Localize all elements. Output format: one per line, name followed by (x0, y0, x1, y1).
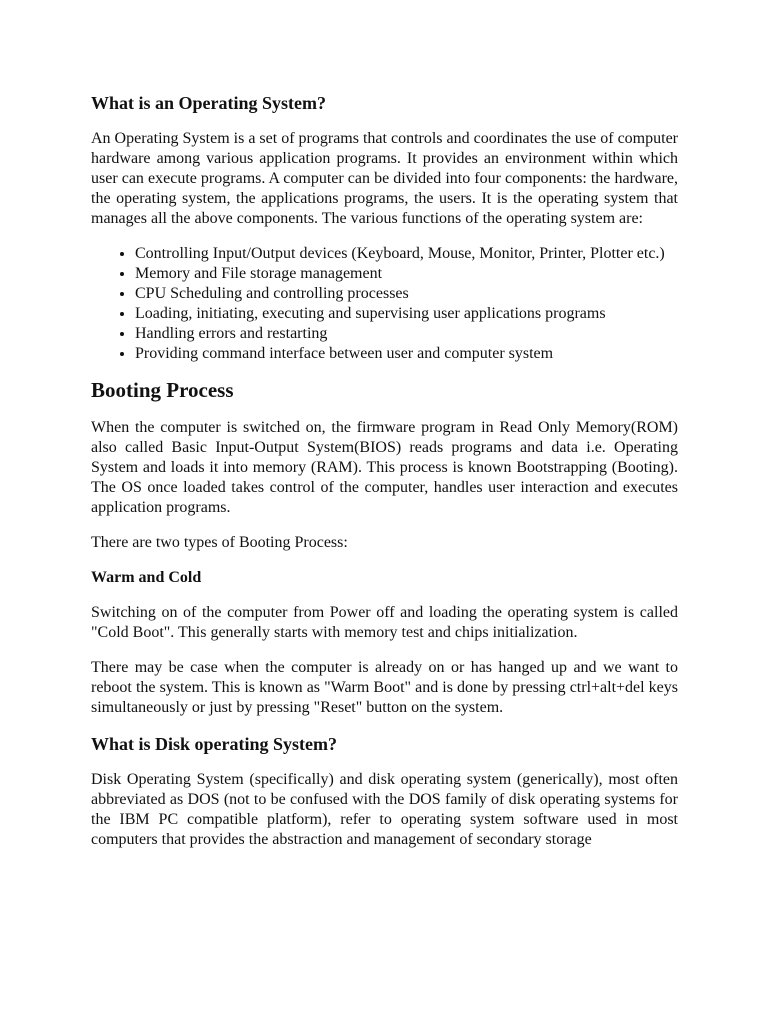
paragraph-warm-boot: There may be case when the computer is already on or has hanged up and we want to reboot the system. This is known as "Warm Boot" and is done by pressing ctrl+alt+del keys simultaneously or just by pressing "Reset" button on the system. (91, 659, 678, 716)
heading-operating-system: What is an Operating System? (91, 93, 327, 113)
heading-disk-operating-system: What is Disk operating System? (91, 734, 338, 754)
paragraph-booting-types: There are two types of Booting Process: (91, 534, 348, 551)
paragraph-os-intro: An Operating System is a set of programs that controls and coordinates the use of computer hardware among various application programs. It provides an environment within which user can execute programs. A computer can be divided into four components: the hardware, the operating system, the applications programs, the users. It is the operating system that manages all the above components. The various functions of the operating system are: (91, 130, 678, 227)
list-item: • Loading, initiating, executing and supervising user applications programs (135, 304, 678, 324)
list-item: • CPU Scheduling and controlling processes (135, 284, 678, 304)
list-item: • Handling errors and restarting (135, 324, 678, 344)
paragraph-dos: Disk Operating System (specifically) and disk operating system (generically), most often abbreviated as DOS (not to be confused with the DOS family of disk operating systems for the IBM PC compatible platform), refer to operating system software used in most computers that provides the abstraction and management of secondary storage (91, 771, 678, 848)
os-functions-list (91, 244, 678, 364)
paragraph-cold-boot: Switching on of the computer from Power off and loading the operating system is called "Cold Boot". This generally starts with memory test and chips initialization. (91, 604, 678, 641)
list-item: • Memory and File storage management (135, 264, 678, 284)
paragraph-booting-intro: When the computer is switched on, the firmware program in Read Only Memory(ROM) also called Basic Input-Output System(BIOS) reads programs and data i.e. Operating System and loads it into memory (RAM). This process is known Bootstrapping (Booting). The OS once loaded takes control of the computer, handles user interaction and executes application programs. (91, 419, 678, 516)
list-item: • Providing command interface between user and computer system (135, 344, 678, 364)
heading-booting-process: Booting Process (91, 378, 234, 402)
subheading-warm-and-cold: Warm and Cold (91, 569, 202, 586)
list-item: • Controlling Input/Output devices (Keyboard, Mouse, Monitor, Printer, Plotter etc.) (135, 244, 678, 264)
